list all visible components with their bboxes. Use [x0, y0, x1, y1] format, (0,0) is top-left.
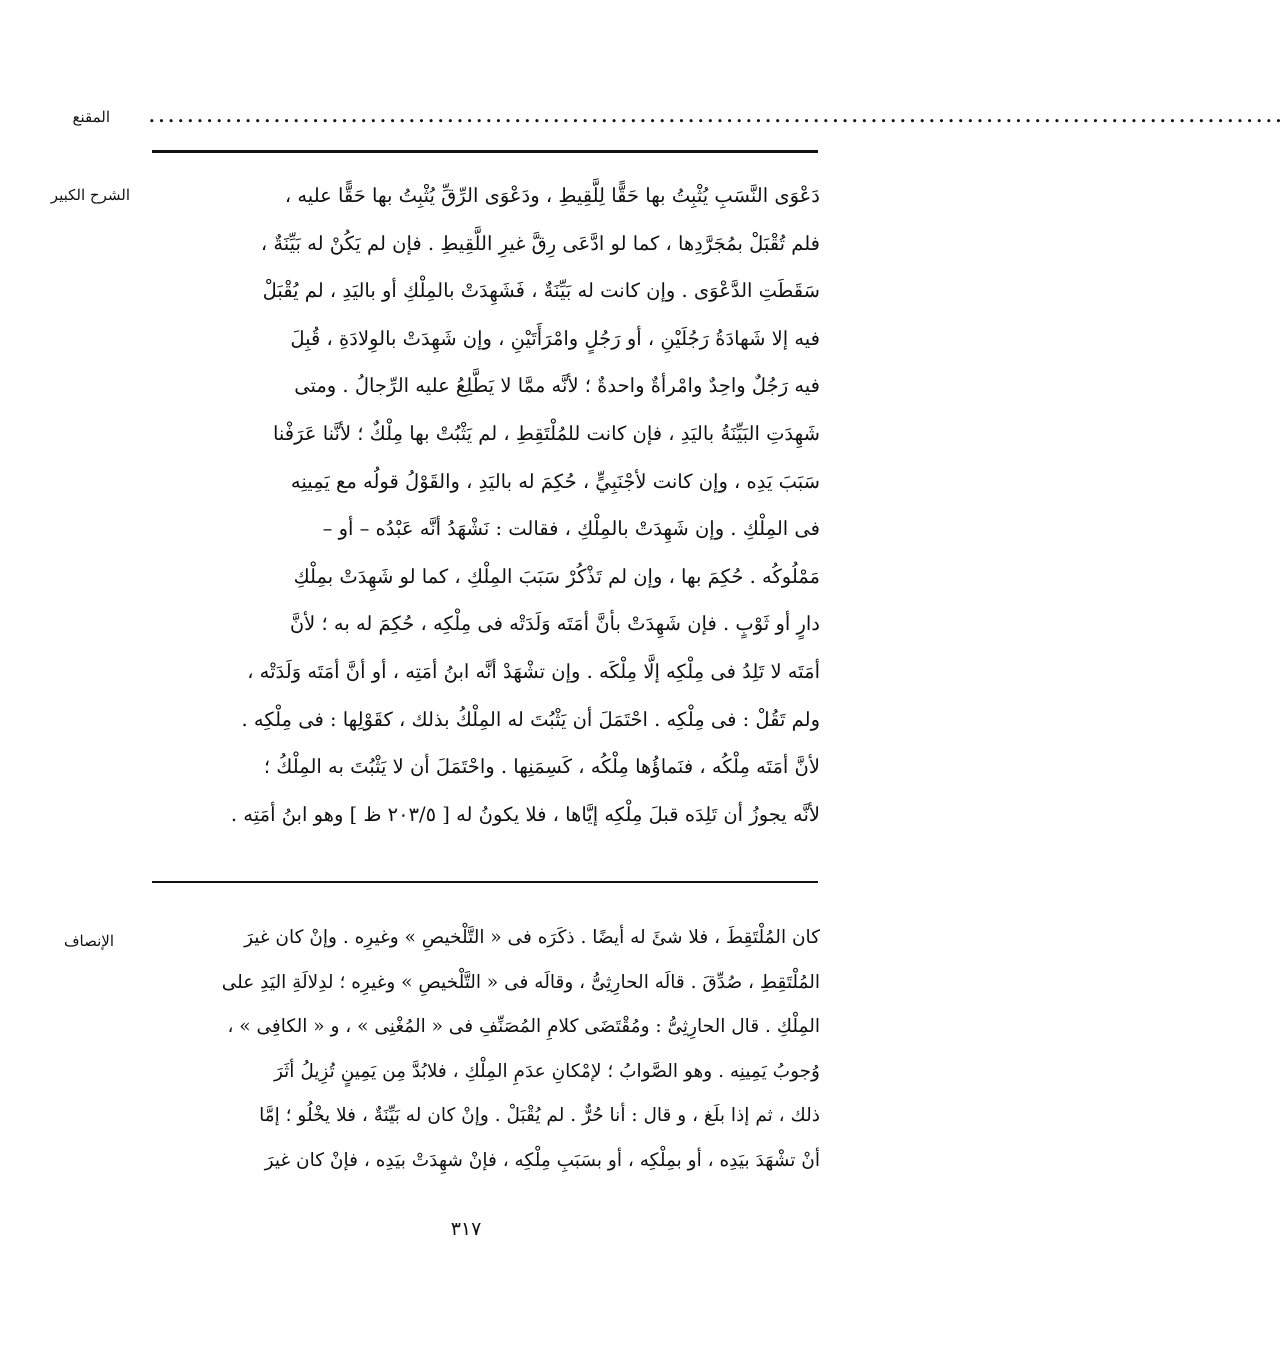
sharh-line: أمَتَه لا تَلِدُ فى مِلْكِه إلَّا مِلْكَه . وإن تشْهَدْ أنَّه ابنُ أمَتِه ، أو أنَّ أمَتَه وَلَدَتْه ، — [247, 659, 820, 683]
sharh-line: دارٍ أو ثَوْبٍ . فإن شَهِدَتْ بأنَّ أمَتَه وَلَدَتْه فى مِلْكِه ، حُكِمَ له به ؛ لأنَّ — [289, 612, 820, 636]
header-rule — [152, 150, 818, 153]
sharh-line: فيه إلا شَهادَةُ رَجُلَيْنِ ، أو رَجُلٍ وامْرَأَتَيْنِ ، وإن شَهِدَتْ بالوِلادَةِ ، قُبِلَ — [290, 326, 820, 350]
header-dotted-leader: ...................................................................................................................... — [148, 100, 1284, 128]
sharh-line: شَهِدَتِ البَيِّنَةُ باليَدِ ، فإن كانت للمُلْتَقِطِ ، لم يَثْبُتْ بها مِلْكٌ ؛ لأنَّنا عَرَفْنا — [272, 421, 820, 445]
sharh-line: فى المِلْكِ . وإن شَهِدَتْ بالمِلْكِ ، فقالت : نَشْهَدُ أنَّه عَبْدُه – أو – — [322, 517, 820, 541]
sharh-line: فيه رَجُلٌ واحِدٌ وامْرأةٌ واحدةٌ ؛ لأنَّه ممَّا لا يَطَّلِعُ عليه الرِّجالُ . ومتى — [294, 374, 820, 398]
sharh-text — [150, 172, 820, 838]
insaf-line: وُجوبُ يَمِينِه . وهو الصَّوابُ ؛ لإمْكانِ عدَمِ المِلْكِ ، فلابُدَّ مِن يَمِينٍ تُزِيلُ أثَرَ — [273, 1060, 820, 1082]
insaf-line: أنْ تشْهَدَ بيَدِه ، أو بمِلْكِه ، أو بسَبَبِ مِلْكِه ، فإنْ شهِدَتْ بيَدِه ، فإنْ كان غيرَ — [264, 1149, 820, 1171]
sharh-line: دَعْوَى النَّسَبِ يُثْبِتُ بها حَقًّا لِلَّقِيطِ ، ودَعْوَى الرِّقِّ يُثْبِتُ بها حَقًّا عليه ، — [284, 184, 820, 207]
insaf-line: ذلك ، ثم إذا بلَغ ، و قال : أنا حُرٌّ . لم يُقْبَلْ . وإنْ كان له بَيِّنَةٌ ، فلا يخْلُو ؛ إمَّا — [259, 1105, 820, 1126]
sharh-line: لأنَّ أمَتَه مِلْكُه ، فنَماؤُها مِلْكُه ، كَسِمَنِها . واحْتَمَلَ أن لا يَثْبُتَ به المِلْكُ ؛ — [263, 755, 820, 779]
sharh-line: لأنَّه يجوزُ أن تَلِدَه قبلَ مِلْكِه إيَّاها ، فلا يكونُ له [ ٢٠٣/٥ ظ ] وهو ابنُ أمَتِه . — [230, 802, 820, 826]
section-label-insaf: الإنصاف — [63, 932, 114, 950]
sharh-line: سَقَطَتِ الدَّعْوَى . وإن كانت له بَيِّنَةٌ ، فَشَهِدَتْ بالمِلْكِ أو باليَدِ ، لم يُقْبَلْ — [262, 279, 820, 303]
sharh-line: مَمْلُوكُه . حُكِمَ بها ، وإن لم تَذْكُرْ سَبَبَ المِلْكِ ، كما لو شَهِدَتْ بمِلْكِ — [293, 564, 820, 588]
insaf-text — [150, 916, 820, 1183]
section-divider — [152, 881, 818, 883]
page-number: ٣١٧ — [450, 1218, 482, 1240]
section-label-sharh: الشرح الكبير — [50, 186, 130, 204]
sharh-line: ولم تَقُلْ : فى مِلْكِه . احْتَمَلَ أن يَثْبُتَ له المِلْكُ بذلك ، كقَوْلِها : فى مِلْكِه . — [241, 707, 820, 731]
sharh-line: فلم تُقْبَلْ بمُجَرَّدِها ، كما لو ادَّعَى رِقَّ غيرِ اللَّقِيطِ . فإن لم يَكُنْ له بَيِّنَةٌ ، — [260, 231, 820, 255]
sharh-line: سَبَبَ يَدِه ، وإن كانت لأجْنَبِيٍّ ، حُكِمَ له باليَدِ ، والقَوْلُ قولُه مع يَمِينِه — [290, 469, 820, 493]
insaf-line: المِلْكِ . قال الحارِثِىُّ : ومُقْتَضَى كلامِ المُصَنِّفِ فى « المُغْنِى » ، و « الكافِى » ، — [227, 1016, 820, 1037]
insaf-line: كان المُلْتَقِطَ ، فلا شئَ له أيضًا . ذكَرَه فى « التَّلْخيصِ » وغيرِه . وإنْ كان غيرَ — [244, 927, 820, 948]
insaf-line: المُلْتَقِطِ ، صُدِّقَ . قالَه الحارِثِىُّ ، وقالَه فى « التَّلْخيصِ » وغيرِه ؛ لدِلالَةِ اليَدِ على — [221, 971, 820, 993]
header-title: المقنع — [72, 108, 110, 126]
